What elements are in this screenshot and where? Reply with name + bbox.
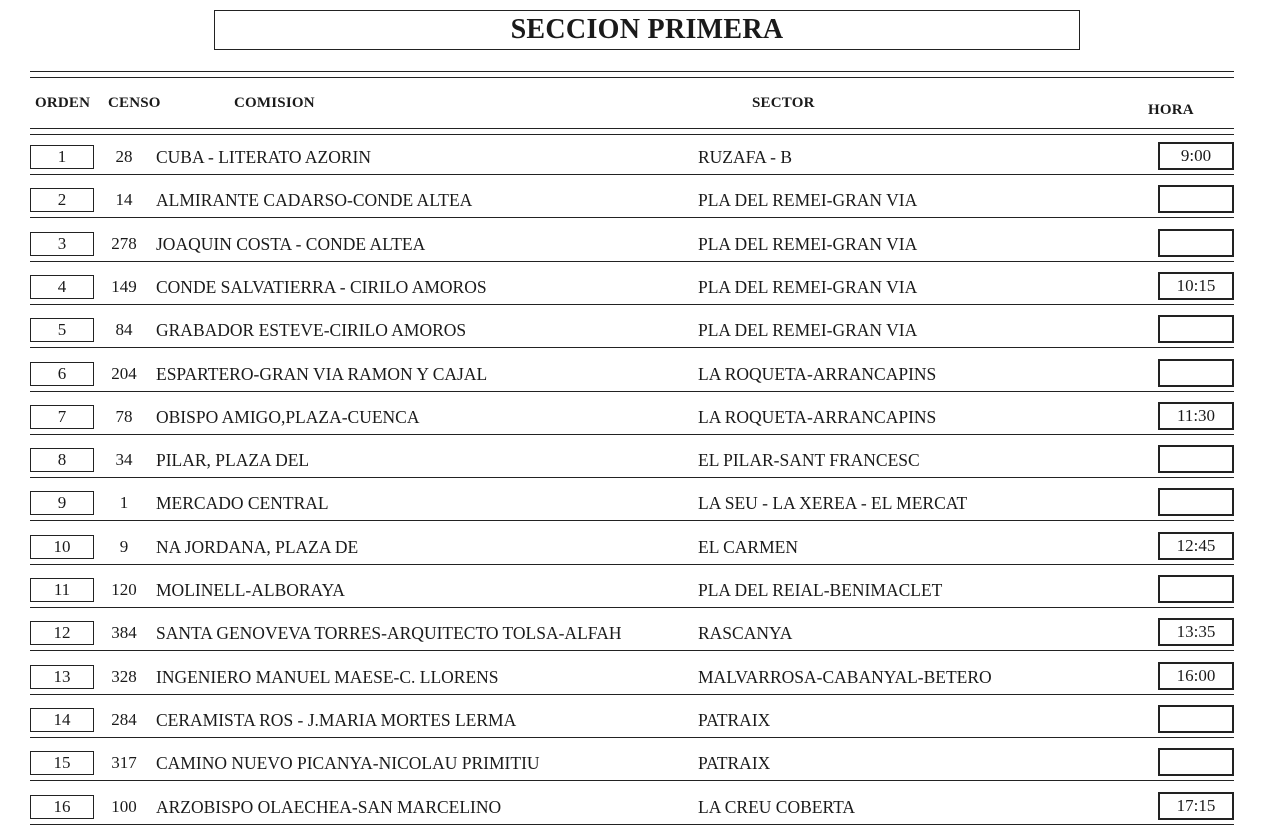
orden-cell: 6 — [30, 362, 94, 386]
table-row — [0, 484, 1280, 527]
row-divider — [30, 564, 1234, 565]
comision-cell: ALMIRANTE CADARSO-CONDE ALTEA — [156, 190, 473, 210]
sector-cell: PLA DEL REMEI-GRAN VIA — [698, 277, 918, 297]
orden-cell: 16 — [30, 795, 94, 819]
row-divider — [30, 650, 1234, 651]
comision-cell: MERCADO CENTRAL — [156, 493, 329, 513]
table-row — [0, 138, 1280, 181]
comision-cell: NA JORDANA, PLAZA DE — [156, 537, 359, 557]
comision-cell: CAMINO NUEVO PICANYA-NICOLAU PRIMITIU — [156, 753, 540, 773]
table-row — [0, 441, 1280, 484]
table-row — [0, 658, 1280, 701]
comision-cell: GRABADOR ESTEVE-CIRILO AMOROS — [156, 320, 467, 340]
censo-cell: 278 — [111, 234, 137, 253]
hora-cell: 17:15 — [1158, 792, 1234, 820]
censo-cell: 78 — [115, 407, 133, 426]
row-divider — [30, 824, 1234, 825]
row-divider — [30, 347, 1234, 348]
orden-cell: 8 — [30, 448, 94, 472]
censo-cell: 1 — [119, 493, 129, 512]
censo-cell: 204 — [111, 364, 137, 383]
header-sector: SECTOR — [752, 95, 815, 111]
comision-cell: PILAR, PLAZA DEL — [156, 450, 310, 470]
orden-cell: 4 — [30, 275, 94, 299]
table-row — [0, 398, 1280, 441]
row-divider — [30, 261, 1234, 262]
hora-cell — [1158, 575, 1234, 603]
sector-cell: RASCANYA — [698, 623, 793, 643]
hora-cell — [1158, 185, 1234, 213]
table-row — [0, 225, 1280, 268]
row-divider — [30, 520, 1234, 521]
sector-cell: PLA DEL REMEI-GRAN VIA — [698, 320, 918, 340]
comision-cell: ARZOBISPO OLAECHEA-SAN MARCELINO — [156, 797, 502, 817]
hora-cell — [1158, 445, 1234, 473]
hora-cell: 10:15 — [1158, 272, 1234, 300]
orden-cell: 15 — [30, 751, 94, 775]
censo-cell: 328 — [111, 667, 137, 686]
orden-cell: 3 — [30, 232, 94, 256]
comision-cell: OBISPO AMIGO,PLAZA-CUENCA — [156, 407, 420, 427]
sector-cell: PLA DEL REMEI-GRAN VIA — [698, 190, 918, 210]
orden-cell: 5 — [30, 318, 94, 342]
table-row — [0, 571, 1280, 614]
hora-cell — [1158, 315, 1234, 343]
orden-cell: 13 — [30, 665, 94, 689]
table-row — [0, 355, 1280, 398]
hora-cell — [1158, 359, 1234, 387]
row-divider — [30, 694, 1234, 695]
comision-cell: INGENIERO MANUEL MAESE-C. LLORENS — [156, 667, 499, 687]
orden-cell: 10 — [30, 535, 94, 559]
table-row — [0, 268, 1280, 311]
comision-cell: MOLINELL-ALBORAYA — [156, 580, 345, 600]
row-divider — [30, 304, 1234, 305]
sector-cell: MALVARROSA-CABANYAL-BETERO — [698, 667, 992, 687]
hora-cell: 9:00 — [1158, 142, 1234, 170]
hora-cell: 11:30 — [1158, 402, 1234, 430]
table-row — [0, 788, 1280, 831]
comision-cell: CONDE SALVATIERRA - CIRILO AMOROS — [156, 277, 487, 297]
sector-cell: EL CARMEN — [698, 537, 798, 557]
censo-cell: 149 — [111, 277, 137, 296]
row-divider — [30, 434, 1234, 435]
sector-cell: LA ROQUETA-ARRANCAPINS — [698, 407, 937, 427]
orden-cell: 14 — [30, 708, 94, 732]
row-divider — [30, 607, 1234, 608]
table-row — [0, 744, 1280, 787]
censo-cell: 120 — [111, 580, 137, 599]
sector-cell: PLA DEL REIAL-BENIMACLET — [698, 580, 943, 600]
censo-cell: 384 — [111, 623, 137, 642]
censo-cell: 284 — [111, 710, 137, 729]
table-row — [0, 701, 1280, 744]
header-hora: HORA — [1148, 102, 1194, 118]
row-divider — [30, 217, 1234, 218]
orden-cell: 1 — [30, 145, 94, 169]
sector-cell: LA ROQUETA-ARRANCAPINS — [698, 364, 937, 384]
header-censo: CENSO — [108, 95, 161, 111]
censo-cell: 100 — [111, 797, 137, 816]
censo-cell: 317 — [111, 753, 137, 772]
header-comision: COMISION — [234, 95, 315, 111]
table-row — [0, 181, 1280, 224]
orden-cell: 2 — [30, 188, 94, 212]
orden-cell: 7 — [30, 405, 94, 429]
hora-cell — [1158, 229, 1234, 257]
sector-cell: PATRAIX — [698, 710, 771, 730]
sector-cell: PLA DEL REMEI-GRAN VIA — [698, 234, 918, 254]
comision-cell: CUBA - LITERATO AZORIN — [156, 147, 372, 167]
sector-cell: EL PILAR-SANT FRANCESC — [698, 450, 920, 470]
table-row — [0, 528, 1280, 571]
sector-cell: RUZAFA - B — [698, 147, 792, 167]
row-divider — [30, 174, 1234, 175]
section-title: SECCION PRIMERA — [214, 10, 1080, 50]
orden-cell: 11 — [30, 578, 94, 602]
censo-cell: 28 — [115, 147, 133, 166]
censo-cell: 9 — [119, 537, 129, 556]
sector-cell: PATRAIX — [698, 753, 771, 773]
orden-cell: 9 — [30, 491, 94, 515]
row-divider — [30, 737, 1234, 738]
table-row — [0, 311, 1280, 354]
hora-cell — [1158, 705, 1234, 733]
hora-cell — [1158, 748, 1234, 776]
table-row — [0, 614, 1280, 657]
hora-cell: 12:45 — [1158, 532, 1234, 560]
comision-cell: ESPARTERO-GRAN VIA RAMON Y CAJAL — [156, 364, 488, 384]
censo-cell: 34 — [115, 450, 133, 469]
row-divider — [30, 391, 1234, 392]
header-orden: ORDEN — [35, 95, 91, 111]
hora-cell: 13:35 — [1158, 618, 1234, 646]
row-divider — [30, 780, 1234, 781]
sector-cell: LA SEU - LA XEREA - EL MERCAT — [698, 493, 968, 513]
orden-cell: 12 — [30, 621, 94, 645]
hora-cell — [1158, 488, 1234, 516]
censo-cell: 84 — [115, 320, 133, 339]
comision-cell: SANTA GENOVEVA TORRES-ARQUITECTO TOLSA-ALFAH — [156, 623, 622, 643]
row-divider — [30, 477, 1234, 478]
censo-cell: 14 — [115, 190, 133, 209]
comision-cell: CERAMISTA ROS - J.MARIA MORTES LERMA — [156, 710, 517, 730]
hora-cell: 16:00 — [1158, 662, 1234, 690]
sector-cell: LA CREU COBERTA — [698, 797, 856, 817]
comision-cell: JOAQUIN COSTA - CONDE ALTEA — [156, 234, 426, 254]
